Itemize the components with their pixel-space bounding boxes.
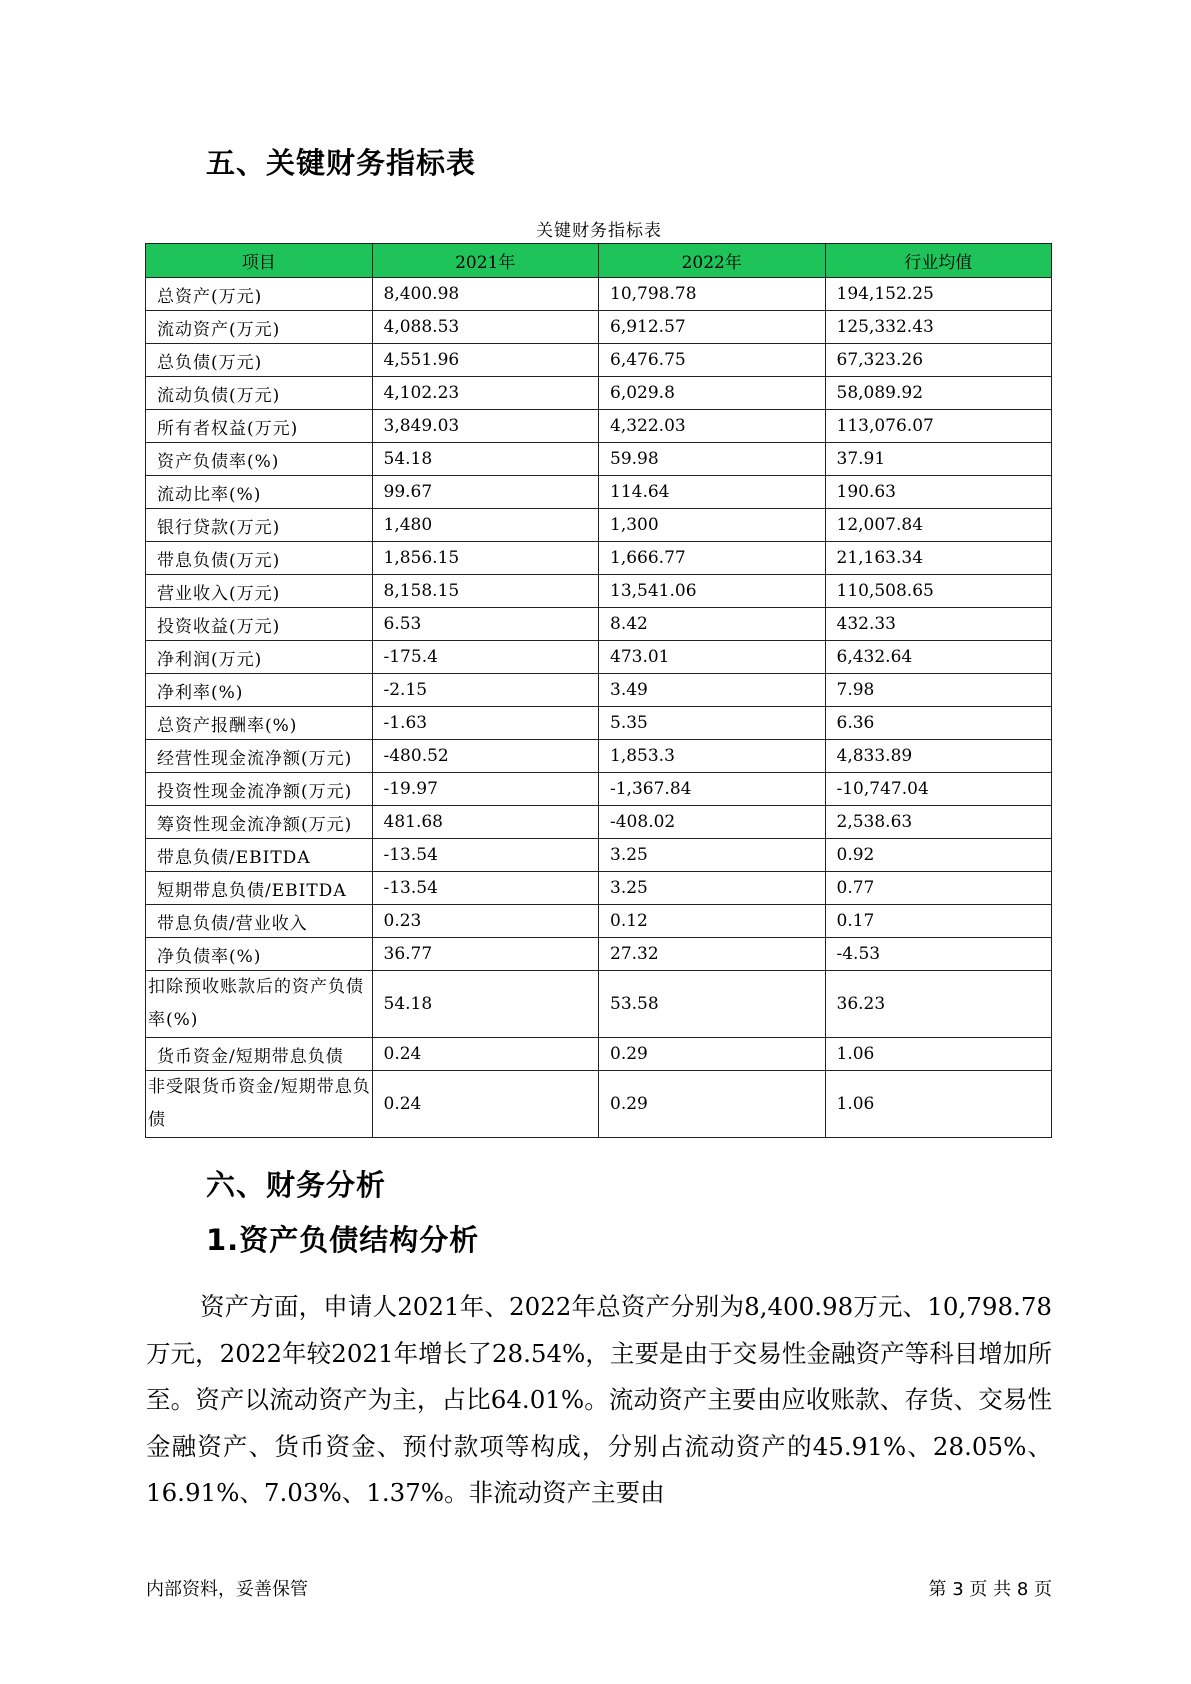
row-value: 0.12 [599, 905, 826, 938]
row-value: 6,432.64 [825, 641, 1052, 674]
row-value: 54.18 [372, 971, 599, 1038]
table-row [146, 377, 1052, 410]
row-value: 36.77 [372, 938, 599, 971]
row-label: 带息负债(万元) [146, 542, 373, 575]
row-value: -13.54 [372, 839, 599, 872]
row-value: -1,367.84 [599, 773, 826, 806]
row-value: 10,798.78 [599, 278, 826, 311]
row-label: 扣除预收账款后的资产负债率(%) [146, 971, 373, 1038]
header-industry-average: 行业均值 [825, 244, 1052, 278]
table-row [146, 575, 1052, 608]
row-value: 21,163.34 [825, 542, 1052, 575]
row-value: 110,508.65 [825, 575, 1052, 608]
table-row [146, 674, 1052, 707]
row-value: 0.29 [599, 1071, 826, 1138]
row-label: 经营性现金流净额(万元) [146, 740, 373, 773]
table-row [146, 278, 1052, 311]
row-value: 58,089.92 [825, 377, 1052, 410]
analysis-paragraph: 资产方面，申请人2021年、2022年总资产分别为8,400.98万元、10,798.78万元，2022年较2021年增长了28.54%，主要是由于交易性金融资产等科目增加所至。资产以流动资产为主，占比64.01%。流动资产主要由应收账款、存货、交易性金融资产、货币资金、预付款项等构成，分别占流动资产的45.91%、28.05%、16.91%、7.03%、1.37%。非流动资产主要由 [146, 1292, 1052, 1507]
row-value: -4.53 [825, 938, 1052, 971]
row-label: 带息负债/EBITDA [146, 839, 373, 872]
row-label: 银行贷款(万元) [146, 509, 373, 542]
row-value: 114.64 [599, 476, 826, 509]
row-value: 6.36 [825, 707, 1052, 740]
row-value: 1.06 [825, 1071, 1052, 1138]
row-value: -480.52 [372, 740, 599, 773]
table-row [146, 773, 1052, 806]
row-value: 0.29 [599, 1038, 826, 1071]
row-label: 流动资产(万元) [146, 311, 373, 344]
row-value: 190.63 [825, 476, 1052, 509]
row-value: 1.06 [825, 1038, 1052, 1071]
row-value: 1,853.3 [599, 740, 826, 773]
row-value: -1.63 [372, 707, 599, 740]
row-value: 4,833.89 [825, 740, 1052, 773]
table-row [146, 509, 1052, 542]
row-label: 资产负债率(%) [146, 443, 373, 476]
row-value: 6,912.57 [599, 311, 826, 344]
table-row [146, 905, 1052, 938]
row-value: 8,400.98 [372, 278, 599, 311]
row-value: 37.91 [825, 443, 1052, 476]
row-value: 54.18 [372, 443, 599, 476]
table-row [146, 971, 1052, 1038]
row-label: 所有者权益(万元) [146, 410, 373, 443]
row-label: 净利率(%) [146, 674, 373, 707]
row-value: 12,007.84 [825, 509, 1052, 542]
table-row [146, 476, 1052, 509]
row-value: 7.98 [825, 674, 1052, 707]
row-label: 净利润(万元) [146, 641, 373, 674]
row-value: 0.92 [825, 839, 1052, 872]
row-label: 流动负债(万元) [146, 377, 373, 410]
row-value: 3.49 [599, 674, 826, 707]
row-value: 2,538.63 [825, 806, 1052, 839]
row-value: 0.17 [825, 905, 1052, 938]
table-row [146, 707, 1052, 740]
table-caption: 关键财务指标表 [536, 221, 662, 241]
row-value: -408.02 [599, 806, 826, 839]
row-value: 8,158.15 [372, 575, 599, 608]
row-value: 27.32 [599, 938, 826, 971]
row-value: 432.33 [825, 608, 1052, 641]
row-value: 36.23 [825, 971, 1052, 1038]
row-value: 125,332.43 [825, 311, 1052, 344]
table-row [146, 542, 1052, 575]
row-value: 53.58 [599, 971, 826, 1038]
row-value: 1,856.15 [372, 542, 599, 575]
row-label: 非受限货币资金/短期带息负债 [146, 1071, 373, 1138]
table-row [146, 938, 1052, 971]
row-value: 0.24 [372, 1071, 599, 1138]
row-label: 总资产报酬率(%) [146, 707, 373, 740]
row-value: 1,480 [372, 509, 599, 542]
row-value: 0.23 [372, 905, 599, 938]
row-label: 投资收益(万元) [146, 608, 373, 641]
row-value: 4,322.03 [599, 410, 826, 443]
row-value: 3.25 [599, 872, 826, 905]
table-row [146, 839, 1052, 872]
row-value: 8.42 [599, 608, 826, 641]
table-header-row [146, 244, 1052, 278]
row-label: 总负债(万元) [146, 344, 373, 377]
header-item: 项目 [146, 244, 373, 278]
footer-page-number: 第 3 页 共 8 页 [928, 1579, 1052, 1600]
table-row [146, 1071, 1052, 1138]
row-value: 473.01 [599, 641, 826, 674]
table-row [146, 1038, 1052, 1071]
table-row [146, 443, 1052, 476]
row-value: 99.67 [372, 476, 599, 509]
row-label: 流动比率(%) [146, 476, 373, 509]
header-2021: 2021年 [372, 244, 599, 278]
row-value: 113,076.07 [825, 410, 1052, 443]
row-label: 投资性现金流净额(万元) [146, 773, 373, 806]
row-label: 货币资金/短期带息负债 [146, 1038, 373, 1071]
table-row [146, 608, 1052, 641]
table-row [146, 806, 1052, 839]
subsection-title-asset-liability: 1.资产负债结构分析 [206, 1223, 480, 1257]
row-value: -13.54 [372, 872, 599, 905]
table-row [146, 311, 1052, 344]
row-label: 净负债率(%) [146, 938, 373, 971]
row-value: 1,300 [599, 509, 826, 542]
row-value: 6,029.8 [599, 377, 826, 410]
section-title-financial-analysis: 六、财务分析 [206, 1168, 387, 1202]
section-title-key-financial-indicators: 五、关键财务指标表 [206, 146, 477, 180]
table-row [146, 410, 1052, 443]
footer-confidential-note: 内部资料，妥善保管 [146, 1579, 308, 1600]
row-value: 13,541.06 [599, 575, 826, 608]
table-row [146, 344, 1052, 377]
row-value: 5.35 [599, 707, 826, 740]
row-value: 4,088.53 [372, 311, 599, 344]
row-value: 3.25 [599, 839, 826, 872]
row-value: 481.68 [372, 806, 599, 839]
financial-indicators-table [145, 243, 1052, 1138]
table-row [146, 740, 1052, 773]
table-row [146, 641, 1052, 674]
row-label: 短期带息负债/EBITDA [146, 872, 373, 905]
row-label: 总资产(万元) [146, 278, 373, 311]
row-value: 3,849.03 [372, 410, 599, 443]
row-value: 59.98 [599, 443, 826, 476]
row-value: 4,102.23 [372, 377, 599, 410]
row-value: 4,551.96 [372, 344, 599, 377]
row-value: -10,747.04 [825, 773, 1052, 806]
row-value: 67,323.26 [825, 344, 1052, 377]
row-value: -2.15 [372, 674, 599, 707]
row-value: 6.53 [372, 608, 599, 641]
row-value: 0.24 [372, 1038, 599, 1071]
table-body [146, 278, 1052, 1138]
row-value: 0.77 [825, 872, 1052, 905]
table-row [146, 872, 1052, 905]
row-label: 带息负债/营业收入 [146, 905, 373, 938]
row-label: 筹资性现金流净额(万元) [146, 806, 373, 839]
row-value: 194,152.25 [825, 278, 1052, 311]
row-value: -175.4 [372, 641, 599, 674]
row-label: 营业收入(万元) [146, 575, 373, 608]
row-value: 1,666.77 [599, 542, 826, 575]
header-2022: 2022年 [599, 244, 826, 278]
row-value: 6,476.75 [599, 344, 826, 377]
row-value: -19.97 [372, 773, 599, 806]
